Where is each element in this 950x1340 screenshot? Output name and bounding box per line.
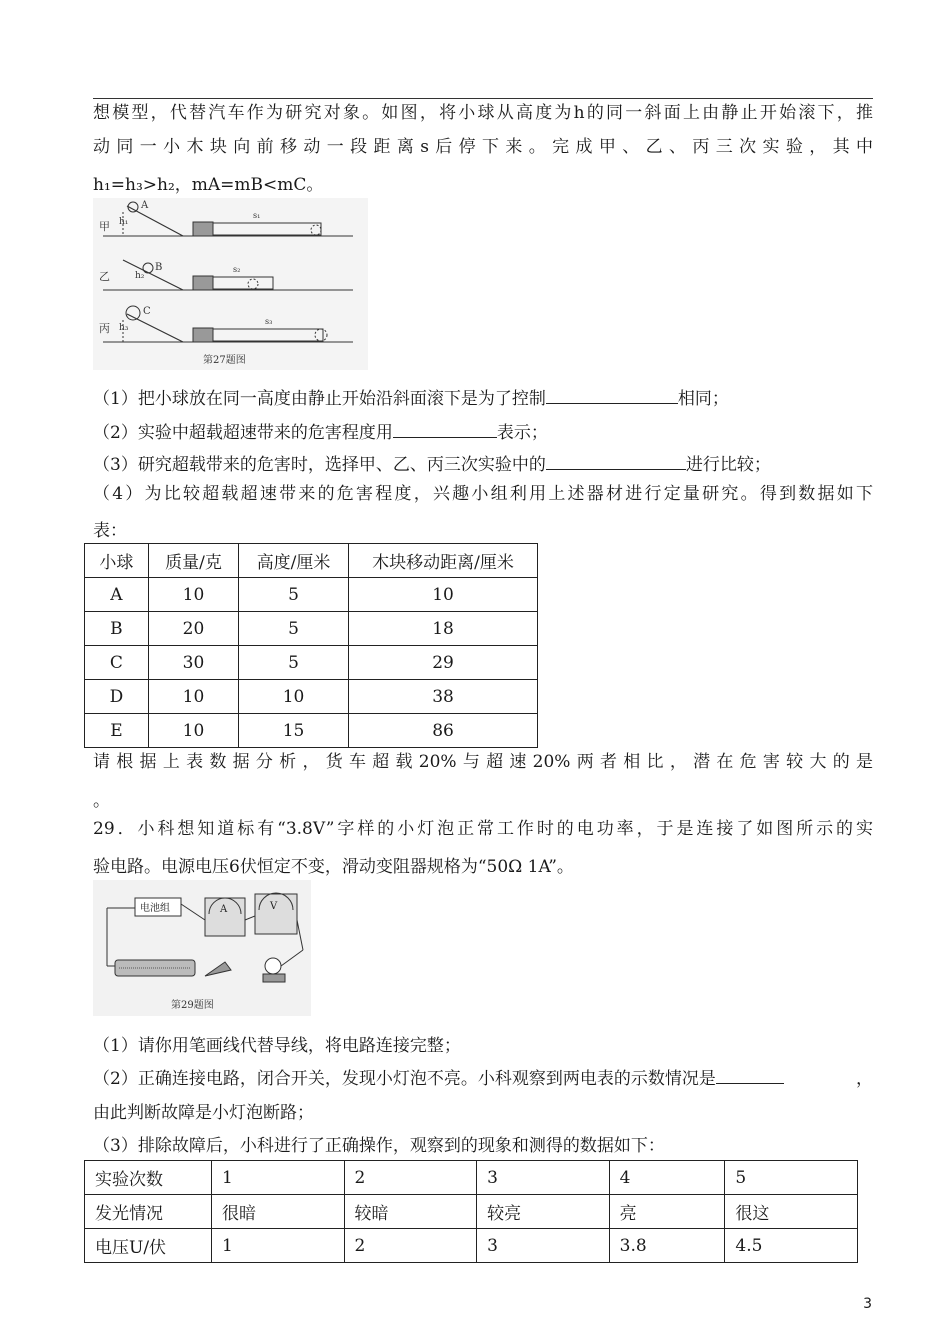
table-cell: 电压U/伏: [85, 1229, 212, 1263]
table-row: [85, 1229, 858, 1263]
table-cell: 发光情况: [85, 1195, 212, 1229]
table-cell: 30: [148, 646, 238, 680]
bulb-icon: [265, 958, 281, 974]
ball-c-label: C: [143, 306, 151, 317]
table-cell: C: [85, 646, 149, 680]
row-label-yi: 乙: [99, 270, 110, 283]
table-cell: 很这: [725, 1195, 858, 1229]
ball-a-label: A: [141, 200, 149, 211]
row-label-bing: 丙: [99, 322, 110, 335]
table-cell: 4.5: [725, 1229, 858, 1263]
col-header: 小球: [85, 544, 149, 578]
table-cell: 20: [148, 612, 238, 646]
q28-item3: （3）研究超载带来的危害时，选择甲、乙、丙三次实验中的 进行比较；: [93, 450, 771, 475]
q29-item2: （2）正确连接电路，闭合开关，发现小灯泡不亮。小科观察到两电表的示数情况是 ，: [93, 1064, 873, 1089]
table-cell: 15: [239, 714, 349, 748]
table-cell: 3.8: [609, 1229, 725, 1263]
table-row: [85, 646, 538, 680]
col-header: 木块移动距离/厘米: [349, 544, 538, 578]
row-s-3: s₃: [265, 317, 273, 326]
q28-item4-line2: 表：: [93, 521, 127, 541]
svg-text:V: V: [270, 901, 278, 912]
row-s-1: s₁: [253, 211, 261, 220]
figure29-caption: 第29题图: [171, 1000, 214, 1011]
battery-label: 电池组: [140, 903, 170, 914]
table-cell: 2: [344, 1229, 477, 1263]
q28-intro-line2: 动同一小木块向前移动一段距离s后停下来。完成甲、乙、丙三次实验，其中: [93, 137, 873, 157]
q29-data-table: [84, 1160, 858, 1263]
q28-item2: （2）实验中超载超速带来的危害程度用 表示；: [93, 418, 548, 443]
row-s-2: s₂: [233, 265, 241, 274]
q28-ramp-figure: [93, 198, 368, 370]
table-cell: 10: [349, 578, 538, 612]
table-cell: 3: [477, 1229, 610, 1263]
q29-intro-line2: 验电路。电源电压6伏恒定不变，滑动变阻器规格为“50Ω 1A”。: [93, 857, 574, 877]
row-label-jia: 甲: [99, 220, 110, 233]
table-cell: 10: [239, 680, 349, 714]
table-cell: 10: [148, 578, 238, 612]
q29-blank2: [716, 1065, 784, 1084]
table-cell: 较暗: [344, 1195, 477, 1229]
q29-circuit-figure: [93, 880, 311, 1016]
table-row: [85, 1195, 858, 1229]
table-cell: A: [85, 578, 149, 612]
table-cell: D: [85, 680, 149, 714]
table-cell: 较亮: [477, 1195, 610, 1229]
row-h-2: h₂: [135, 271, 145, 281]
table-cell: 5: [239, 646, 349, 680]
q28-conclusion-line2: 。: [93, 791, 110, 811]
table-cell: 亮: [609, 1195, 725, 1229]
table-row: [85, 1161, 858, 1195]
col-header: 高度/厘米: [239, 544, 349, 578]
table-cell: 5: [725, 1161, 858, 1195]
svg-text:A: A: [220, 904, 228, 915]
table-cell: 很暗: [212, 1195, 345, 1229]
q28-item1: （1）把小球放在同一高度由静止开始沿斜面滚下是为了控制 相同；: [93, 384, 729, 409]
table-cell: 1: [212, 1161, 345, 1195]
table-row: [85, 612, 538, 646]
table-cell: 18: [349, 612, 538, 646]
table-cell: 86: [349, 714, 538, 748]
table-cell: 29: [349, 646, 538, 680]
table-row: [85, 680, 538, 714]
page-number: 3: [863, 1296, 872, 1312]
q28-blank2: [393, 419, 497, 438]
table-row: [85, 714, 538, 748]
table-cell: E: [85, 714, 149, 748]
figure27-caption: 第27题图: [203, 355, 246, 366]
table-cell: B: [85, 612, 149, 646]
voltmeter-icon: [255, 893, 297, 934]
table-cell: 5: [239, 578, 349, 612]
table-cell: 2: [344, 1161, 477, 1195]
q28-blank1: [546, 385, 678, 404]
q28-item4-line1: （4）为比较超载超速带来的危害程度，兴趣小组利用上述器材进行定量研究。得到数据如下: [93, 484, 873, 504]
table-cell: 实验次数: [85, 1161, 212, 1195]
q28-intro-line3: h₁=h₃>h₂，mA=mB<mC。: [93, 175, 324, 195]
table-cell: 3: [477, 1161, 610, 1195]
q28-data-table: [84, 543, 538, 748]
row-h-3: h₃: [119, 323, 129, 333]
table-cell: 4: [609, 1161, 725, 1195]
q29-item1: （1）请你用笔画线代替导线，将电路连接完整；: [93, 1036, 461, 1056]
q28-blank3: [546, 451, 686, 470]
col-header: 质量/克: [148, 544, 238, 578]
table-cell: 1: [212, 1229, 345, 1263]
q28-intro-line1: 想模型，代替汽车作为研究对象。如图，将小球从高度为h的同一斜面上由静止开始滚下，推: [93, 103, 873, 123]
table-cell: 5: [239, 612, 349, 646]
ball-b-label: B: [155, 262, 163, 273]
table-cell: 38: [349, 680, 538, 714]
q29-item3: （3）排除故障后，小科进行了正确操作，观察到的现象和测得的数据如下：: [93, 1136, 665, 1156]
q28-conclusion-line1: 请根据上表数据分析，货车超载20%与超速20%两者相比，潜在危害较大的是: [93, 752, 873, 772]
ammeter-icon: [205, 898, 245, 936]
table-cell: 10: [148, 680, 238, 714]
q29-item2-line2: 由此判断故障是小灯泡断路；: [93, 1103, 314, 1123]
q29-intro-line1: 29．小科想知道标有“3.8V”字样的小灯泡正常工作时的电功率，于是连接了如图所示的实: [93, 819, 873, 839]
table-cell: 10: [148, 714, 238, 748]
row-h-1: h₁: [119, 217, 129, 227]
table-row: [85, 578, 538, 612]
table-header-row: [85, 544, 538, 578]
